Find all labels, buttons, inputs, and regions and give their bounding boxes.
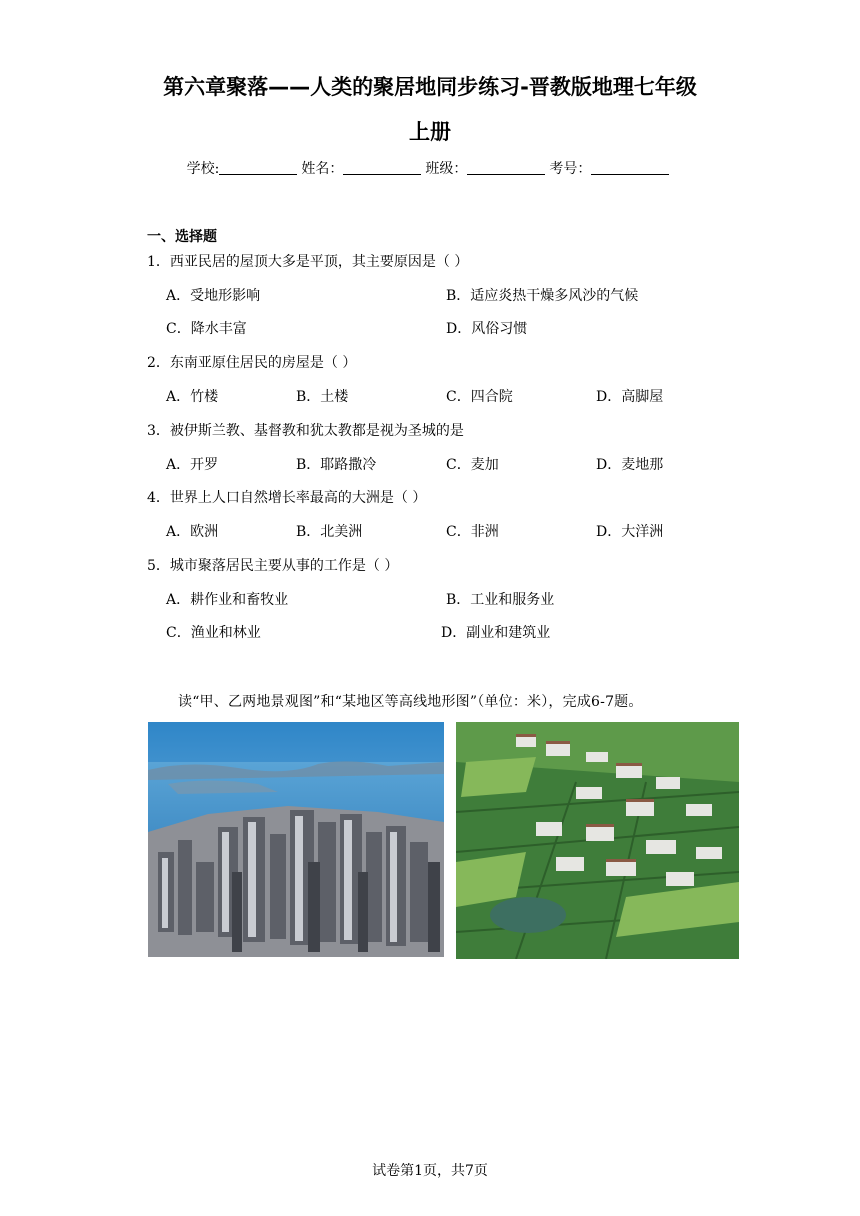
student-info-row	[0, 158, 860, 178]
village-photo-graphic	[456, 722, 739, 959]
q2-option-a[interactable]: A．竹楼	[166, 389, 219, 405]
q4-option-a[interactable]: A．欧洲	[166, 524, 219, 540]
q3-option-b[interactable]: B．耶路撒冷	[296, 457, 377, 473]
question-2-stem: 2．东南亚原住居民的房屋是（ ）	[147, 355, 357, 371]
q5-option-d[interactable]: D．副业和建筑业	[441, 625, 551, 641]
q4-option-c[interactable]: C．非洲	[446, 524, 499, 540]
figure-intro-text: 读“甲、乙两地景观图”和“某地区等高线地形图”（单位：米），完成6-7题。	[178, 694, 643, 710]
q2-option-c[interactable]: C．四合院	[446, 389, 513, 405]
question-4-stem: 4．世界上人口自然增长率最高的大洲是（ ）	[147, 490, 427, 506]
village-landscape-photo	[456, 722, 739, 959]
question-1-stem: 1．西亚民居的屋顶大多是平顶，其主要原因是（ ）	[147, 254, 469, 270]
page-title-line2: 上册	[409, 120, 451, 144]
page-footer: 试卷第1页，共7页	[372, 1163, 488, 1179]
school-blank[interactable]	[219, 160, 297, 175]
q4-option-b[interactable]: B．北美洲	[296, 524, 363, 540]
name-label: 姓名：	[301, 161, 344, 177]
q5-option-a[interactable]: A．耕作业和畜牧业	[166, 592, 289, 608]
class-label: 班级：	[425, 161, 468, 177]
school-label: 学校:	[186, 161, 220, 177]
exam-no-blank[interactable]	[591, 160, 669, 175]
q1-option-d[interactable]: D．风俗习惯	[446, 321, 528, 337]
q1-option-c[interactable]: C．降水丰富	[166, 321, 247, 337]
question-3-stem: 3．被伊斯兰教、基督教和犹太教都是视为圣城的是	[147, 423, 464, 439]
q1-option-a[interactable]: A．受地形影响	[166, 288, 261, 304]
q2-option-b[interactable]: B．土楼	[296, 389, 349, 405]
q1-option-b[interactable]: B．适应炎热干燥多风沙的气候	[446, 288, 639, 304]
city-photo-graphic	[148, 722, 444, 957]
page-title: 第六章聚落——人类的聚居地同步练习-晋教版地理七年级	[163, 75, 697, 99]
name-blank[interactable]	[343, 160, 421, 175]
q2-option-d[interactable]: D．高脚屋	[596, 389, 664, 405]
q3-option-a[interactable]: A．开罗	[166, 457, 219, 473]
exam-no-label: 考号：	[549, 161, 592, 177]
class-blank[interactable]	[467, 160, 545, 175]
city-landscape-photo	[148, 722, 444, 957]
section-title: 一、选择题	[147, 229, 217, 245]
q3-option-d[interactable]: D．麦地那	[596, 457, 664, 473]
q5-option-b[interactable]: B．工业和服务业	[446, 592, 555, 608]
q5-option-c[interactable]: C．渔业和林业	[166, 625, 261, 641]
question-5-stem: 5．城市聚落居民主要从事的工作是（ ）	[147, 558, 399, 574]
q3-option-c[interactable]: C．麦加	[446, 457, 499, 473]
q4-option-d[interactable]: D．大洋洲	[596, 524, 664, 540]
